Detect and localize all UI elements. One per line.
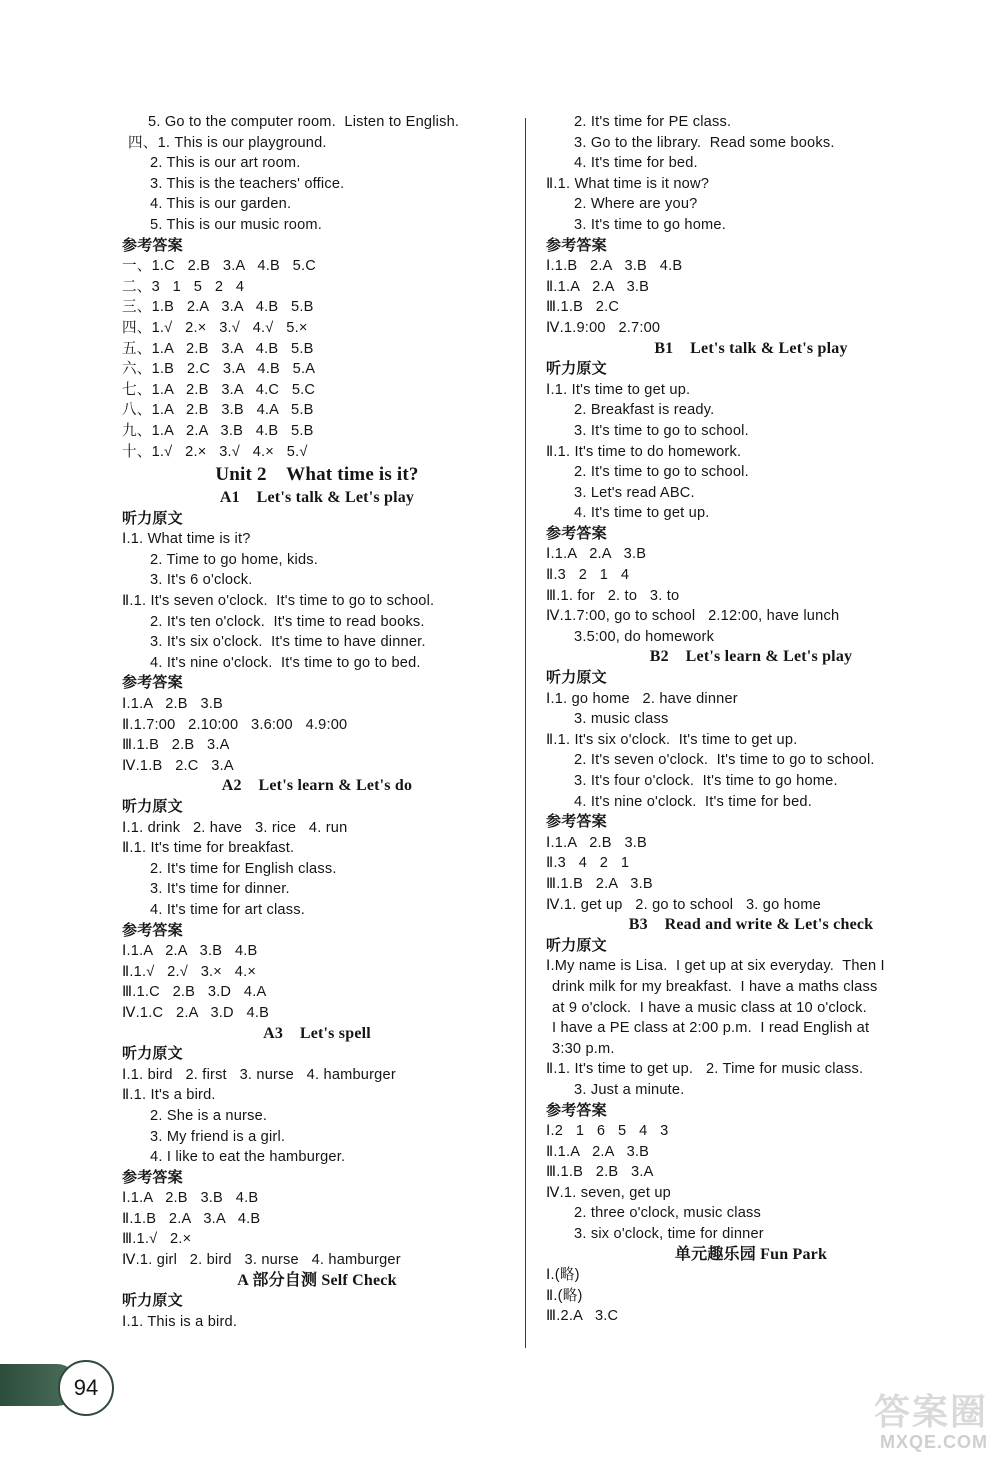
label-heading: 听力原文 [122,1045,183,1063]
answer-line: Ⅳ.1. seven, get up [546,1184,671,1201]
answer-line: Ⅰ.1. go home 2. have dinner [546,690,738,707]
answer-line: 2. It's seven o'clock. It's time to go to school. [574,752,875,769]
answer-line: Ⅲ.1. for 2. to 3. to [546,587,680,604]
answer-line: 3. six o'clock, time for dinner [574,1226,764,1243]
section-heading: A 部分自测 Self Check [237,1271,397,1289]
answer-line: at 9 o'clock. I have a music class at 10 o'clock. [552,999,867,1016]
answer-line: Ⅳ.1. get up 2. go to school 3. go home [546,896,821,913]
answer-line: Ⅱ.(略) [546,1287,583,1304]
left-column [122,112,512,1332]
answer-line: 3. Go to the library. Read some books. [574,134,835,151]
answer-line: 四、1.√ 2.× 3.√ 4.√ 5.× [122,319,308,336]
answer-line: 2. Breakfast is ready. [574,402,715,419]
answer-line: drink milk for my breakfast. I have a maths class [552,978,878,995]
label-heading: 参考答案 [122,236,183,254]
answer-line: 2. She is a nurse. [150,1107,268,1124]
answer-line: Ⅰ.1. It's time to get up. [546,381,691,398]
answer-line: Ⅱ.1. What time is it now? [546,175,710,192]
section-heading: 单元趣乐园 Fun Park [674,1245,828,1263]
section-heading: A1 Let's talk & Let's play [219,489,415,507]
answer-line: Ⅳ.1.7:00, go to school 2.12:00, have lunch [546,608,840,625]
answer-line: Ⅰ.1. This is a bird. [122,1313,238,1330]
label-heading: 听力原文 [546,936,607,954]
answer-line: 十、1.√ 2.× 3.√ 4.× 5.√ [122,443,308,460]
answer-line: Ⅱ.3 4 2 1 [546,855,630,872]
answer-line: Ⅲ.1.B 2.B 3.A [122,737,230,754]
answer-line: 4. It's nine o'clock. It's time for bed. [574,793,812,810]
right-column [546,112,956,1327]
answer-line: 六、1.B 2.C 3.A 4.B 5.A [122,361,316,378]
answer-line: Ⅰ.1.B 2.A 3.B 4.B [546,258,683,275]
answer-line: 4. It's time for bed. [574,155,698,172]
answer-line: 九、1.A 2.A 3.B 4.B 5.B [122,422,314,439]
watermark-logo [800,1392,988,1454]
label-heading: 听力原文 [546,360,607,378]
answer-line: Ⅲ.2.A 3.C [546,1308,619,1325]
answer-line: Ⅱ.1. It's a bird. [122,1087,216,1104]
label-heading: 参考答案 [546,813,607,831]
answer-line: 八、1.A 2.B 3.B 4.A 5.B [122,402,314,419]
answer-line: Ⅱ.1. It's time for breakfast. [122,840,295,857]
answer-line: Ⅰ.1.A 2.A 3.B 4.B [122,943,258,960]
label-heading: 听力原文 [122,1292,183,1310]
answer-line: 2. It's time for PE class. [574,114,732,130]
answer-line: 5. Go to the computer room. Listen to English. [148,114,460,130]
answer-line: Ⅲ.1.B 2.B 3.A [546,1164,654,1181]
answer-line: 2. It's time to go to school. [574,464,749,481]
answer-line: Ⅱ.1.7:00 2.10:00 3.6:00 4.9:00 [122,716,348,733]
answer-line: Ⅰ.1.A 2.A 3.B [546,546,647,563]
answer-line: Ⅰ.2 1 6 5 4 3 [546,1123,669,1140]
answer-line: 一、1.C 2.B 3.A 4.B 5.C [122,258,316,275]
answer-line: 4. It's time for art class. [150,901,305,918]
answer-line: Ⅲ.1.√ 2.× [122,1231,192,1248]
answer-line: 4. I like to eat the hamburger. [150,1149,346,1166]
answer-line: Ⅰ.(略) [546,1267,580,1284]
answer-line: Ⅱ.1.A 2.A 3.B [546,1143,650,1160]
answer-line: 2. It's ten o'clock. It's time to read books. [150,613,425,630]
answer-line: Ⅲ.1.B 2.A 3.B [546,875,653,892]
answer-line: 4. It's nine o'clock. It's time to go to bed. [150,654,421,671]
section-heading: B2 Let's learn & Let's play [649,648,853,666]
answer-line: 4. It's time to get up. [574,505,710,522]
answer-line: Ⅱ.1.√ 2.√ 3.× 4.× [122,963,257,980]
answer-line: Ⅰ.1. drink 2. have 3. rice 4. run [122,819,348,836]
label-heading: 参考答案 [122,674,183,692]
answer-line: Ⅱ.3 2 1 4 [546,567,630,584]
answer-line: Ⅱ.1. It's time to do homework. [546,443,742,460]
answer-line: Ⅳ.1.B 2.C 3.A [122,757,234,774]
answer-line: 四、1. This is our playground. [128,134,327,151]
answer-line: 五、1.A 2.B 3.A 4.B 5.B [122,340,314,357]
answer-line: 3. It's 6 o'clock. [150,572,253,589]
answer-line: 三、1.B 2.A 3.A 4.B 5.B [122,299,314,316]
answer-line: 3. My friend is a girl. [150,1128,286,1145]
label-heading: 参考答案 [122,1168,183,1186]
answer-line: 3. music class [574,711,669,728]
label-heading: 听力原文 [122,509,183,527]
section-heading: Unit 2 What time is it? [215,464,419,486]
answer-line: Ⅰ.1. bird 2. first 3. nurse 4. hamburger [122,1066,396,1083]
answer-line: 3. Let's read ABC. [574,484,695,501]
answer-line: 3:30 p.m. [552,1040,615,1057]
answer-line: 3. It's time to go home. [574,216,726,233]
answer-line: Ⅰ.1.A 2.B 3.B [546,834,647,851]
answer-line: 3. Just a minute. [574,1081,685,1098]
answer-line: Ⅱ.1. It's time to get up. 2. Time for music class. [546,1061,864,1078]
answer-line: 2. Time to go home, kids. [150,551,319,568]
watermark-text: 答案圈 [873,1391,988,1432]
section-heading: A3 Let's spell [263,1024,371,1042]
label-heading: 参考答案 [122,921,183,939]
answer-line: 3. This is the teachers' office. [150,175,345,192]
answer-line: 2. three o'clock, music class [574,1205,762,1222]
label-heading: 参考答案 [546,524,607,542]
watermark-url: MXQE.COM [879,1432,988,1452]
answer-line: Ⅱ.1. It's six o'clock. It's time to get up. [546,731,798,748]
answer-line: 2. It's time for English class. [150,860,337,877]
label-heading: 参考答案 [546,236,607,254]
answer-line: 二、3 1 5 2 4 [122,278,245,295]
label-heading: 听力原文 [122,798,183,815]
answer-line: Ⅰ.1. What time is it? [122,531,251,548]
section-heading: B3 Read and write & Let's check [628,916,874,934]
answer-line: Ⅳ.1. girl 2. bird 3. nurse 4. hamburger [122,1252,401,1269]
answer-line: 3.5:00, do homework [574,628,715,645]
answer-line: 3. It's time to go to school. [574,422,749,439]
answer-line: 2. Where are you? [574,196,698,213]
section-heading: B1 Let's talk & Let's play [654,339,848,357]
answer-line: 3. It's time for dinner. [150,881,290,898]
answer-line: Ⅱ.1. It's seven o'clock. It's time to go to school. [122,593,435,610]
answer-line: Ⅱ.1.A 2.A 3.B [546,278,650,295]
label-heading: 参考答案 [546,1101,607,1119]
column-divider [525,118,526,1348]
answer-line: Ⅰ.My name is Lisa. I get up at six everyday. Then I [546,958,885,975]
answer-line: 2. This is our art room. [150,155,301,172]
answer-line: Ⅲ.1.C 2.B 3.D 4.A [122,984,267,1001]
answer-line: Ⅰ.1.A 2.B 3.B 4.B [122,1190,259,1207]
answer-line: 4. This is our garden. [150,196,292,213]
answer-line: 3. It's six o'clock. It's time to have dinner. [150,634,426,651]
answer-line: Ⅳ.1.9:00 2.7:00 [546,319,661,336]
answer-line: Ⅲ.1.B 2.C [546,299,620,316]
answer-line: 3. It's four o'clock. It's time to go home. [574,773,838,789]
label-heading: 听力原文 [546,669,607,687]
answer-line: I have a PE class at 2:00 p.m. I read English at [552,1020,870,1037]
answer-line: 5. This is our music room. [150,216,322,233]
section-heading: A2 Let's learn & Let's do [221,777,413,795]
page-number: 94 [58,1360,114,1416]
answer-line: Ⅰ.1.A 2.B 3.B [122,696,223,713]
answer-line: Ⅱ.1.B 2.A 3.A 4.B [122,1210,261,1227]
answer-line: 七、1.A 2.B 3.A 4.C 5.C [122,381,316,398]
answer-line: Ⅳ.1.C 2.A 3.D 4.B [122,1004,270,1021]
